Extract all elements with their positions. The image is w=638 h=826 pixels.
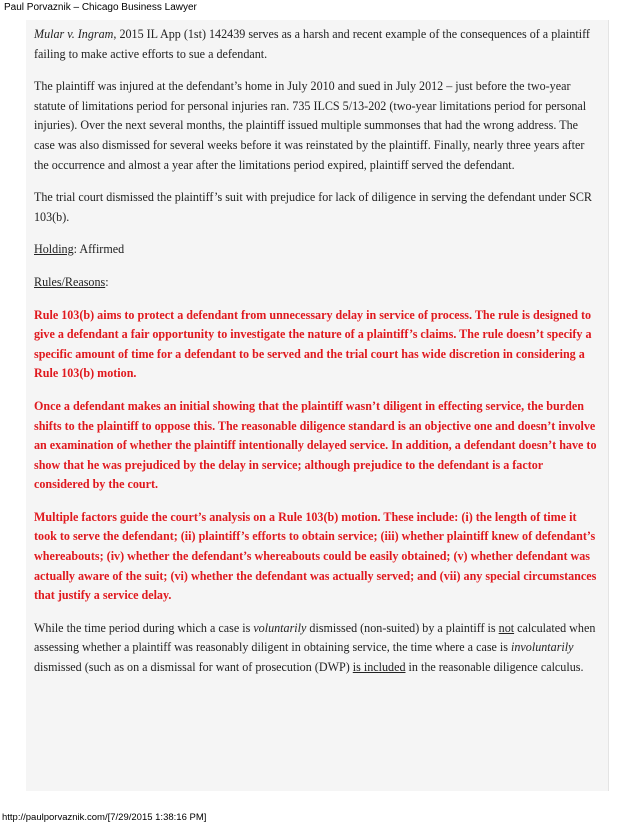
last-text-g: dismissed (such as on a dismissal for want of prosecution (DWP) <box>34 660 353 675</box>
is-included-term: is included <box>352 660 406 675</box>
last-text-a: While the time period during which a case is <box>34 620 254 635</box>
rules-suffix: : <box>105 274 109 289</box>
holding-paragraph <box>34 240 600 260</box>
page-footer-url: http://paulporvaznik.com/[7/29/2015 1:38:16 PM] <box>2 812 207 823</box>
rules-label: Rules/Reasons <box>34 274 106 289</box>
rules-heading <box>34 273 600 293</box>
holding-value: : Affirmed <box>73 242 125 257</box>
facts-paragraph: The plaintiff was injured at the defendant’s home in July 2010 and sued in July 2012 – just before the two-year statute of limitations period for personal injuries ran. 735 ILCS 5/13-202 (two-year limitations period for personal injuries). Over the next several months, the plaintiff issued multiple summonses that had the wrong address. The case was also dismissed for several weeks before it was reinstated by the plaintiff. Finally, nearly three years after the occurrence and almost a year after the limitations period expired, plaintiff served the defendant. <box>34 79 587 172</box>
factors-paragraph: Multiple factors guide the court’s analysis on a Rule 103(b) motion. These include: (i) the length of time it took to serve the defendant; (ii) plaintiff’s efforts to obtain service; (iii) whether plaintiff knew of defendant’s whereabouts; (iv) whether the defendant’s whereabouts could be easily obtained; (v) whether defendant was actually aware of the suit; (vi) whether the defendant was actually served; and (vii) any special circumstances that justify a service delay. <box>34 509 597 603</box>
page-header-title: Paul Porvaznik – Chicago Business Lawyer <box>4 2 197 13</box>
dismissal-paragraph <box>34 619 600 678</box>
case-name: Mular v. Ingram <box>34 27 114 41</box>
last-text-c: dismissed (non-suited) by a plaintiff is <box>306 620 499 635</box>
last-text-i: in the reasonable diligence calculus. <box>405 660 584 675</box>
intro-paragraph <box>34 25 600 64</box>
last-text-e: calculated when assessing whether a plaintiff was reasonably diligent in obtaining service, the time where a case is <box>34 620 596 655</box>
burden-paragraph: Once a defendant makes an initial showing that the plaintiff wasn’t diligent in effecting service, the burden shifts to the plaintiff to oppose this. The reasonable diligence standard is an objective one and doesn’t involve an examination of whether the plaintiff intentionally delayed service. In addition, a defendant doesn’t have to show that he was prejudiced by the delay in service; although prejudice to the defendant is a factor considered by the court. <box>34 398 597 492</box>
rule-103b-paragraph: Rule 103(b) aims to protect a defendant from unnecessary delay in service of process. The rule is designed to give a defendant a fair opportunity to investigate the nature of a plaintiff’s claims. The rule doesn’t specify a specific amount of time for a defendant to be served and the trial court has wide discretion in considering a Rule 103(b) motion. <box>34 307 592 381</box>
trial-court-paragraph: The trial court dismissed the plaintiff’s suit with prejudice for lack of diligence in serving the defendant under SCR 103(b). <box>34 190 592 224</box>
article-content <box>26 20 609 791</box>
intro-text: , 2015 IL App (1st) 142439 serves as a harsh and recent example of the consequences of a plaintiff failing to make active efforts to sue a defendant. <box>34 27 590 61</box>
involuntarily-term: involuntarily <box>511 640 574 655</box>
voluntarily-term: voluntarily <box>253 620 307 635</box>
not-term: not <box>498 620 515 635</box>
holding-label: Holding <box>34 242 74 257</box>
